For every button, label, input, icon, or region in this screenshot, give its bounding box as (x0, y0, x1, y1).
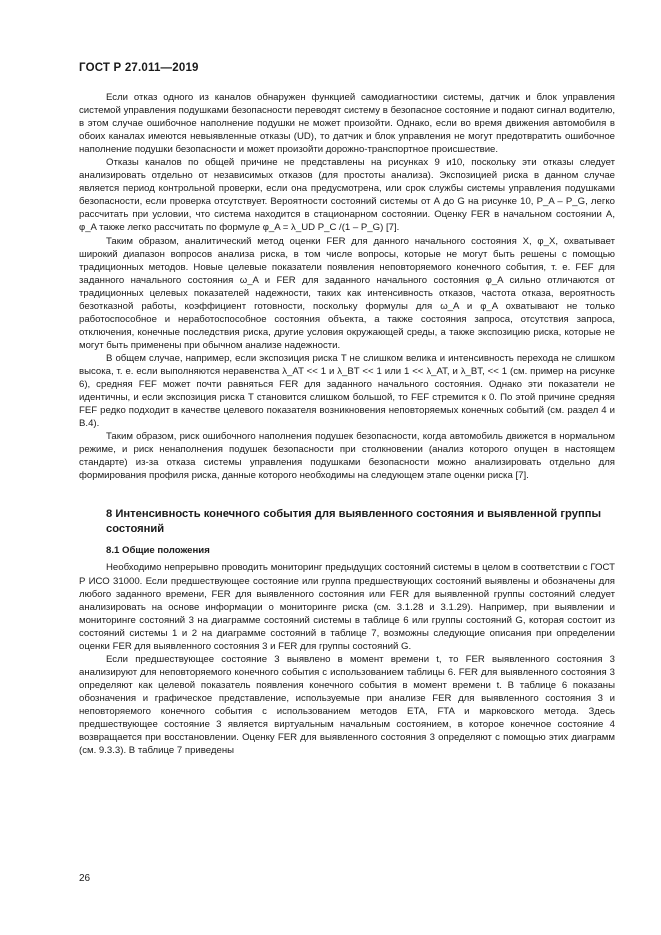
paragraph: Если предшествующее состояние 3 выявлено в момент времени t, то FER выявленного состояния 3 анализируют для неповторяемого конечного события с использованием таблицы 6. FER для выявленного состояния 3 определяют как целевой показатель появления конечного события в момент времени t. В таблице 6 показаны обозначения и графическое представление, используемые при анализе FER для выявленного состояния 3 и неповторяемого конечного события с использованием методов ETA, FTA и марковского метода. Здесь предшествующее состояние 3 является виртуальным начальным состоянием, в которое конечное состояние 4 возвращается при восстановлении. Оценку FER для выявленного состояния 3 определяют с помощью этих диаграмм (см. 9.3.3). В таблице 7 приведены (79, 653, 615, 757)
subsection-heading: 8.1 Общие положения (106, 545, 210, 557)
page-number: 26 (79, 873, 91, 884)
section-heading: 8 Интенсивность конечного события для выявленного состояния и выявленной группы состояний (106, 508, 602, 535)
paragraph: Таким образом, риск ошибочного наполнения подушек безопасности, когда автомобиль движется в нормальном режиме, и риск ненаполнения подушек безопасности при столкновении (анализ которого опущен в настоящем стандарте) из-за отказа системы управления подушками безопасности можно анализировать отдельно для формирования профиля риска, данные которого необходимы на следующем этапе оценки риска [7]. (79, 431, 615, 482)
document-header: ГОСТ Р 27.011—2019 (79, 62, 199, 74)
paragraph: Таким образом, аналитический метод оценки FER для данного начального состояния X, φ_X, охватывает широкий диапазон вопросов анализа риска, в том числе вопросы, которые не могут быть решены с помощью традиционных методов. Новые целевые показатели появления неповторяемого конечного события, т. е. FEF для заданного начального состояния ω_A и FER для заданного начального состояния φ_A сильно отличаются от традиционных целевых показателей надежности, таких как интенсивность отказов, частота отказа, вероятность безотказной работы, коэффициент готовности, поскольку формулы для ω_A и φ_A охватывают не только работоспособное и неработоспособное состояния объекта, а также состояния запроса, отсутствия запроса, отключения, конечные последствия риска, другие условия окружающей среды, а также экспозицию риска, которые не могут быть применены при обычном анализе надежности. (79, 235, 615, 351)
paragraph: Необходимо непрерывно проводить мониторинг предыдущих состояний системы в целом в соответствии с ГОСТ Р ИСО 31000. Если предшествующее состояние или группа предшествующих состояний выявлены и обозначены для любого заданного времени, FER для выявленного состояния или FER для выявленной группы состояний следует анализировать на основе информации о мониторинге риска (см. 3.1.28 и 3.1.29). Например, при выявлении и мониторинге состояний 3 на диаграмме состояний системы в таблице 6 или группы состояний G, которая состоит из состояний системы 1 и 2 на диаграмме состояний в таблице 7, возможны следующие описания при определении оценки FER для выявленного состояния 3 и FER для группы состояний G. (79, 562, 615, 652)
document-body (79, 91, 615, 757)
paragraph: Отказы каналов по общей причине не представлены на рисунках 9 и10, поскольку эти отказы следует анализировать отдельно от независимых отказов (для простоты анализа). Экспозицией риска в данном случае является период контрольной проверки, если она предусмотрена, или срок службы системы управления подушками безопасности, если проверка отсутствует. Вероятности состояний системы от А до G на рисунке 10, P_A – P_G, легко рассчитать при условии, что система находится в стационарном состоянии. Оценку FER в начальном состоянии A, φ_A также легко рассчитать по формуле φ_A = λ_UD P_C /(1 – P_G) [7]. (79, 157, 615, 234)
paragraph: Если отказ одного из каналов обнаружен функцией самодиагностики системы, датчик и блок управления системой управления подушками безопасности переводят систему в безопасное состояние и подают сигнал водителю, в этом случае ошибочное наполнение подушки не может произойти. Однако, если во время движения автомобиля в обоих каналах имеются невыявленные отказы (UD), то датчик и блок управления не могут предотвратить ошибочное наполнение подушки безопасности и может произойти дорожно-транспортное происшествие. (79, 92, 615, 156)
paragraph: В общем случае, например, если экспозиция риска T не слишком велика и интенсивность перехода не слишком высока, т. е. если выполняются неравенства λ_AT << 1 и λ_BT << 1 или 1 << λ_AT, и λ_BT, << 1 (см. пример на рисунке 6), средняя FEF может почти равняться FER для заданного начального состояния. Однако эти показатели не идентичны, и если экспозиция риска T становится слишком большой, то FEF стремится к 0. По этой причине средняя FEF редко подходит в качестве целевого показателя возникновения неповторяемых конечных событий (см. раздел 4 и В.4). (79, 352, 615, 430)
